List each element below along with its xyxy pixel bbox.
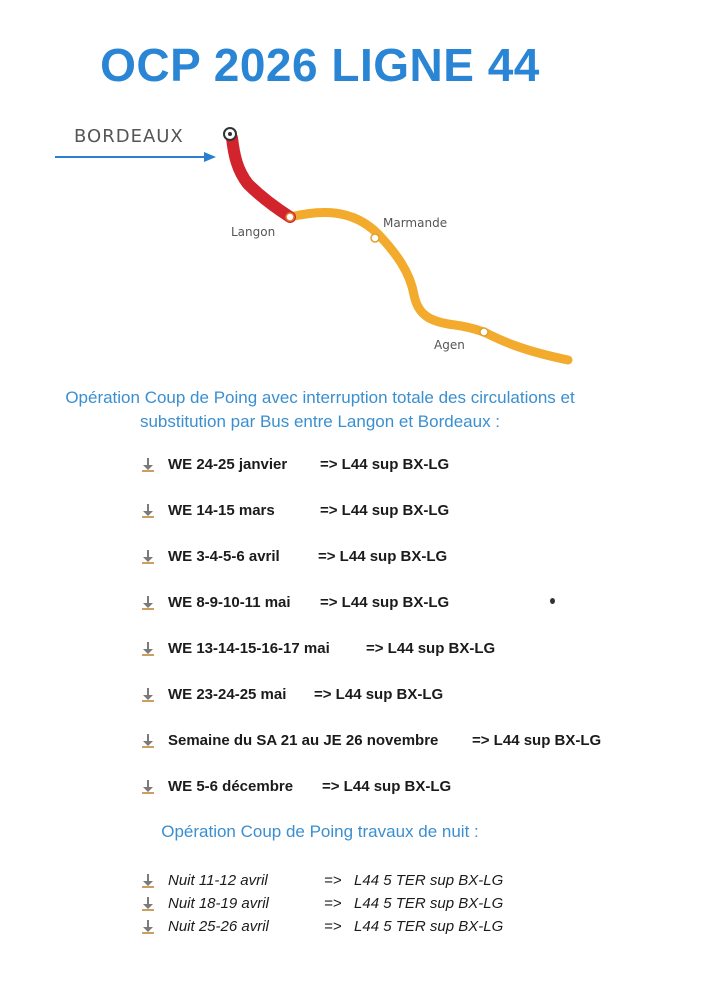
direction-arrow-head <box>204 152 216 162</box>
line-segment-bordeaux-langon <box>232 138 290 217</box>
station-langon-marker <box>286 213 294 221</box>
list-item <box>140 895 503 918</box>
line-map <box>0 110 707 380</box>
city-label-langon: Langon <box>231 225 276 239</box>
night-info: => L44 5 TER sup BX-LG <box>324 872 504 889</box>
scan-speck <box>550 598 555 604</box>
night-works-list <box>140 872 503 941</box>
arrow-bullet-icon <box>140 896 156 912</box>
weekend-date: WE 23-24-25 mai <box>168 686 287 703</box>
station-agen-marker <box>480 328 488 336</box>
arrow-bullet-icon <box>140 919 156 935</box>
line-segment-langon-agen <box>290 212 568 360</box>
arrow-bullet-icon <box>140 733 156 749</box>
arrow-bullet-icon <box>140 595 156 611</box>
arrow-bullet-icon <box>140 457 156 473</box>
weekend-info: => L44 sup BX-LG <box>314 686 444 703</box>
weekend-date: WE 24-25 janvier <box>168 456 288 473</box>
weekend-date: WE 5-6 décembre <box>168 778 294 795</box>
list-item <box>140 456 601 502</box>
weekend-info: => L44 sup BX-LG <box>320 594 450 611</box>
weekend-date: Semaine du SA 21 au JE 26 novembre <box>168 732 439 749</box>
arrow-bullet-icon <box>140 779 156 795</box>
weekend-date: WE 8-9-10-11 mai <box>168 594 291 611</box>
list-item <box>140 872 503 895</box>
intro-text <box>0 386 640 434</box>
list-item <box>140 778 601 824</box>
weekend-info: => L44 sup BX-LG <box>322 778 452 795</box>
list-item <box>140 640 601 686</box>
city-label-marmande: Marmande <box>383 216 448 230</box>
night-works-title: Opération Coup de Poing travaux de nuit : <box>161 822 479 841</box>
night-date: Nuit 25-26 avril <box>168 918 269 935</box>
city-label-agen: Agen <box>434 338 465 352</box>
list-item <box>140 594 601 640</box>
weekend-info: => L44 sup BX-LG <box>320 502 450 519</box>
night-date: Nuit 18-19 avril <box>168 895 269 912</box>
city-label-bordeaux: BORDEAUX <box>74 126 184 147</box>
arrow-bullet-icon <box>140 873 156 889</box>
intro-line-1: Opération Coup de Poing avec interruption totale des circulations et <box>65 388 575 407</box>
weekend-date: WE 13-14-15-16-17 mai <box>168 640 330 657</box>
arrow-bullet-icon <box>140 549 156 565</box>
night-info: => L44 5 TER sup BX-LG <box>324 918 504 935</box>
weekend-info: => L44 sup BX-LG <box>318 548 448 565</box>
weekend-info: => L44 sup BX-LG <box>366 640 496 657</box>
weekend-list <box>140 456 601 824</box>
night-info: => L44 5 TER sup BX-LG <box>324 895 504 912</box>
list-item <box>140 502 601 548</box>
weekend-info: => L44 sup BX-LG <box>472 732 602 749</box>
arrow-bullet-icon <box>140 641 156 657</box>
station-bordeaux-dot <box>228 132 232 136</box>
weekend-date: WE 3-4-5-6 avril <box>168 548 280 565</box>
list-item <box>140 918 503 941</box>
list-item <box>140 732 601 778</box>
weekend-date: WE 14-15 mars <box>168 502 275 519</box>
intro-line-2: substitution par Bus entre Langon et Bordeaux : <box>139 412 501 431</box>
arrow-bullet-icon <box>140 503 156 519</box>
arrow-bullet-icon <box>140 687 156 703</box>
list-item <box>140 686 601 732</box>
list-item <box>140 548 601 594</box>
night-date: Nuit 11-12 avril <box>168 872 268 889</box>
station-marmande-marker <box>371 234 379 242</box>
page-title: OCP 2026 LIGNE 44 <box>100 39 540 91</box>
weekend-info: => L44 sup BX-LG <box>320 456 450 473</box>
